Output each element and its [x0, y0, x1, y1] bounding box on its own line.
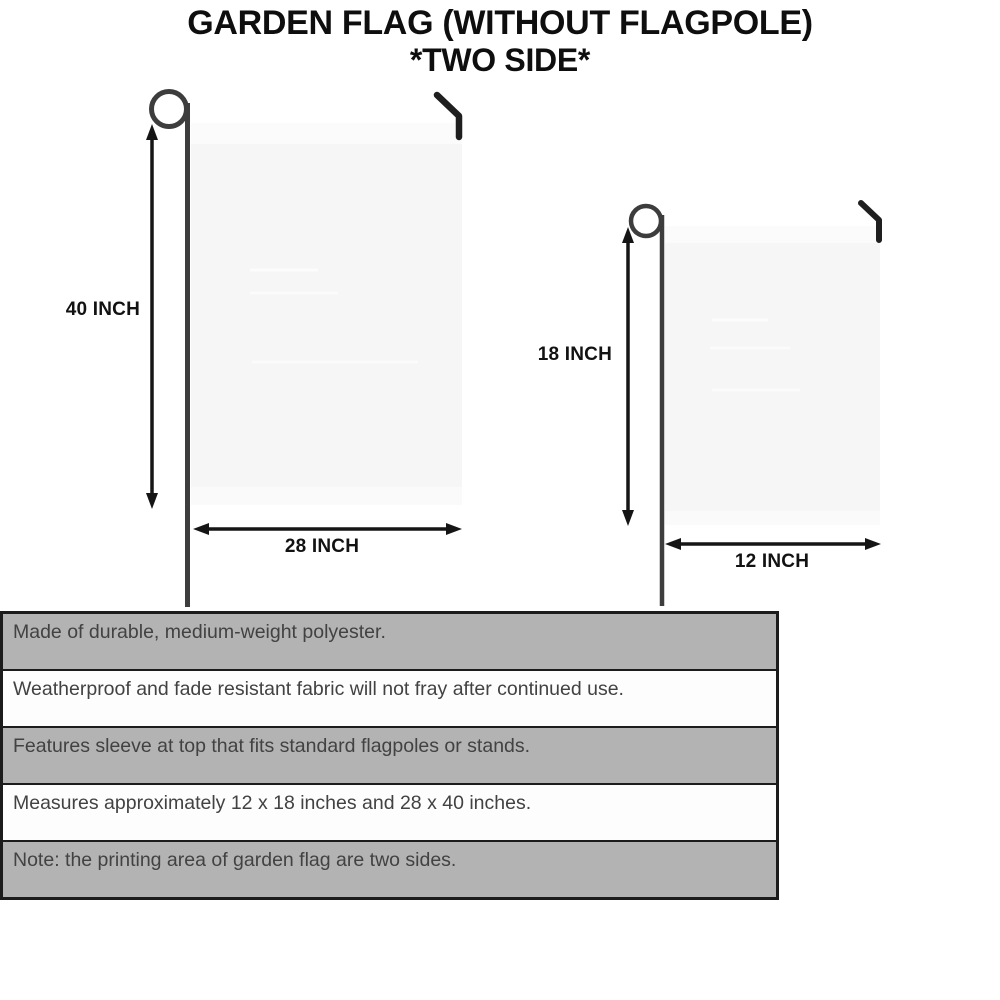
large-flagpole-icon — [152, 92, 188, 608]
small-flag-width-label: 12 INCH — [734, 551, 810, 572]
small-flag-fabric-icon — [665, 226, 880, 525]
small-flag-assembly — [622, 203, 881, 606]
title-line-2: *TWO SIDE* — [409, 42, 591, 79]
small-flag-height-label: 18 INCH — [537, 344, 612, 365]
large-flag-assembly — [146, 92, 462, 608]
small-flag-height-arrow — [622, 227, 634, 526]
large-flag-fabric-icon — [191, 123, 462, 505]
large-flag-width-arrow — [193, 523, 462, 535]
feature-row: Weatherproof and fade resistant fabric will not fray after continued use. — [3, 669, 776, 726]
large-flag-height-arrow — [146, 124, 158, 509]
feature-table — [0, 611, 779, 900]
large-flag-width-label: 28 INCH — [284, 536, 360, 557]
small-flag-width-arrow — [665, 538, 881, 550]
feature-row: Measures approximately 12 x 18 inches and 28 x 40 inches. — [3, 783, 776, 840]
feature-row: Made of durable, medium-weight polyester. — [3, 614, 776, 669]
feature-row: Note: the printing area of garden flag are two sides. — [3, 840, 776, 897]
large-flag-height-label: 40 INCH — [65, 299, 140, 320]
feature-row: Features sleeve at top that fits standard flagpoles or stands. — [3, 726, 776, 783]
small-flagpole-icon — [631, 206, 662, 606]
title-line-1: GARDEN FLAG (WITHOUT FLAGPOLE) — [187, 4, 813, 42]
